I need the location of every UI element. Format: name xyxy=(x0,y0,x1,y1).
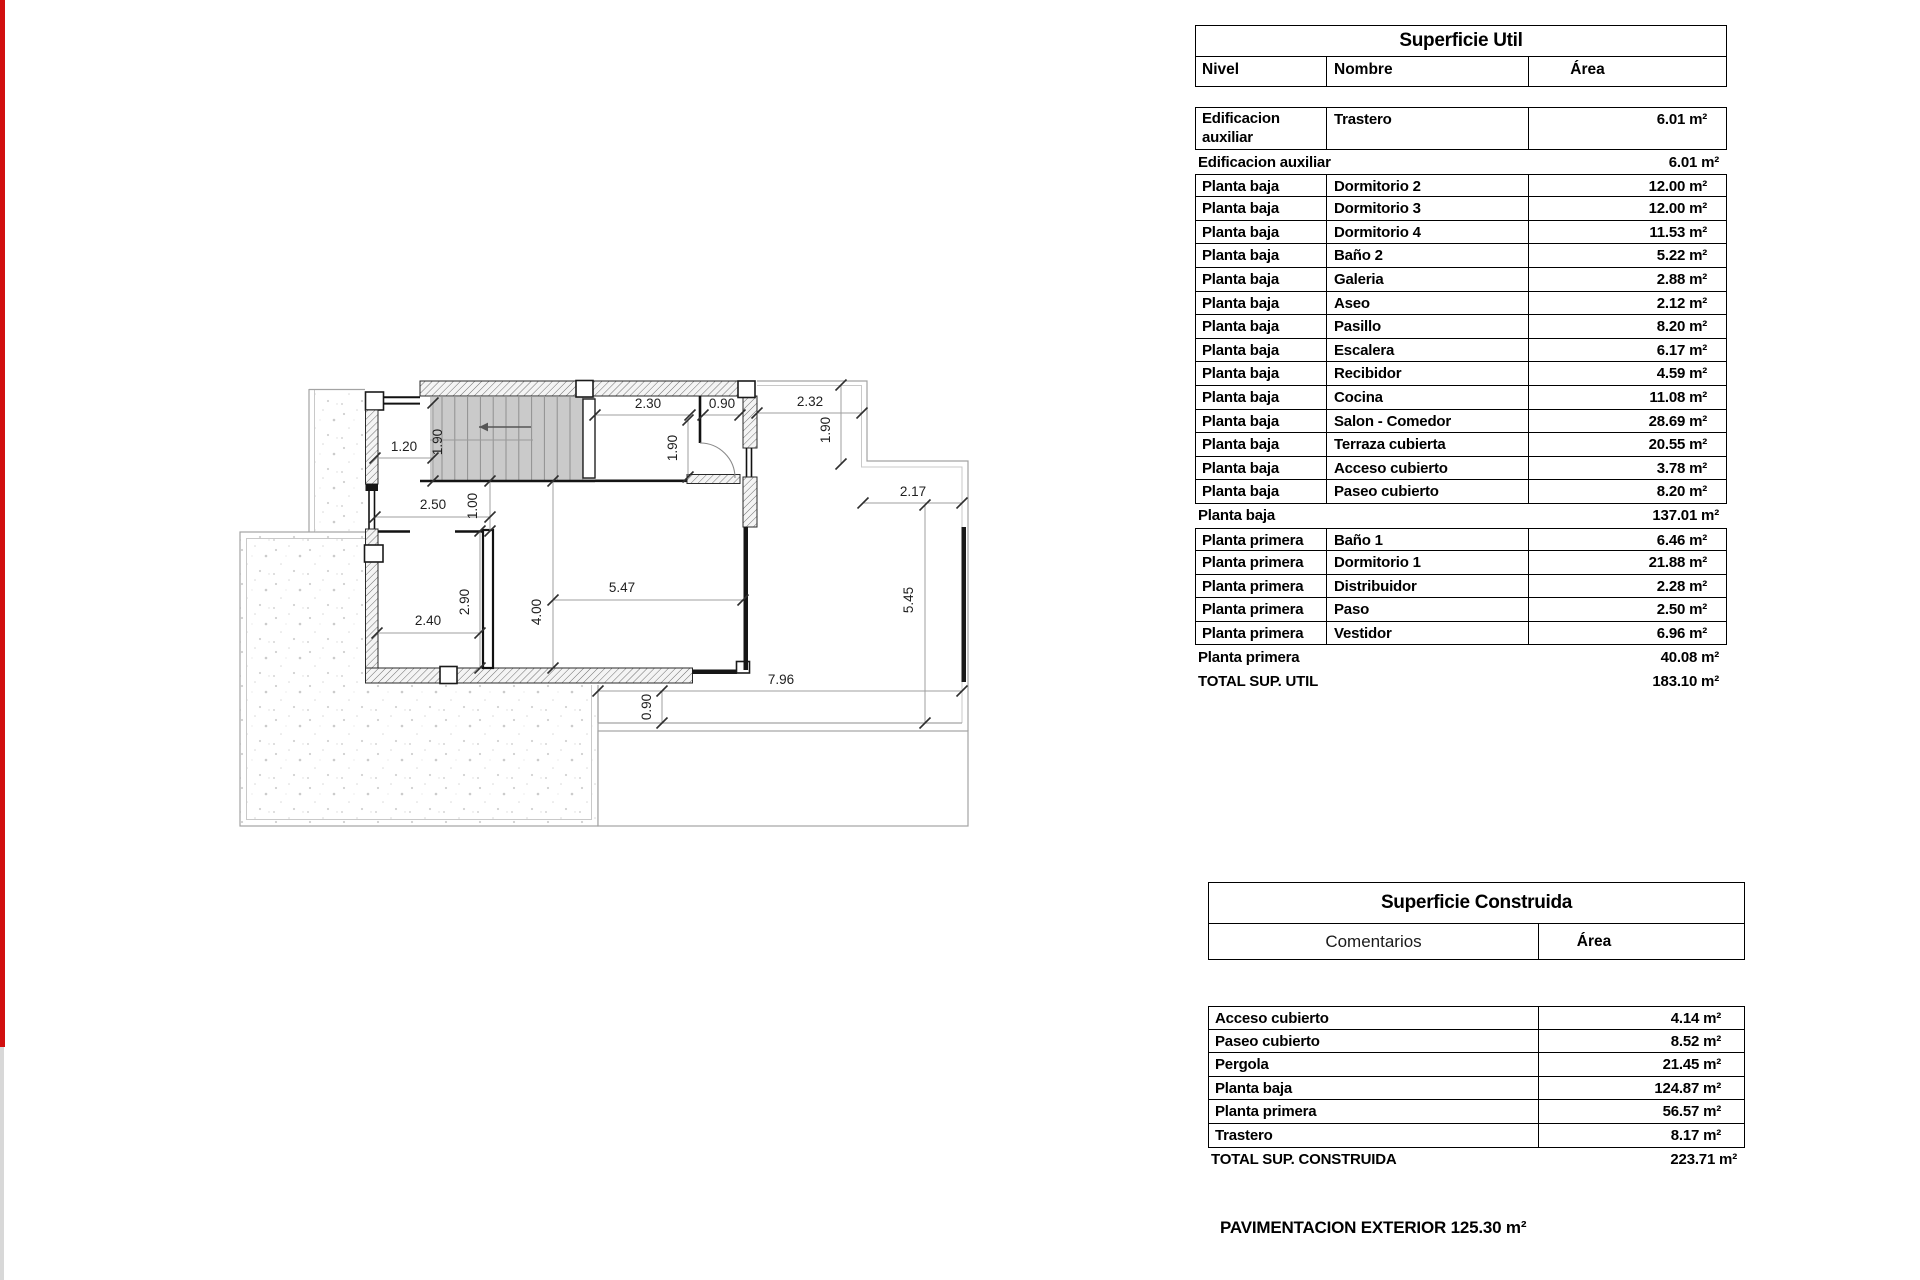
cell-nombre: Planta baja xyxy=(1215,1079,1292,1097)
cell-area: 12.00 m² xyxy=(1528,175,1726,197)
table-row xyxy=(1195,268,1727,292)
column-header-area: Área xyxy=(1538,924,1744,959)
cell-nivel: Planta primera xyxy=(1202,624,1304,642)
table-row xyxy=(1195,221,1727,245)
pillar xyxy=(440,667,457,684)
table-row xyxy=(1195,292,1727,316)
cell-area: 8.20 m² xyxy=(1528,315,1726,338)
cell-nivel: Planta primera xyxy=(1202,531,1304,549)
cell-area: 56.57 m² xyxy=(1538,1100,1744,1123)
table-row xyxy=(1195,362,1727,386)
cell-area: 8.52 m² xyxy=(1538,1030,1744,1053)
table-row xyxy=(1195,433,1727,457)
table-row xyxy=(1195,622,1727,646)
stair-rail-wall xyxy=(583,399,595,478)
summary-area: 40.08 m² xyxy=(1660,648,1719,666)
table-row xyxy=(1195,669,1727,693)
table-row xyxy=(1195,528,1727,552)
summary-area: 6.01 m² xyxy=(1668,153,1719,171)
cell-area: 28.69 m² xyxy=(1528,410,1726,433)
total-area: 183.10 m² xyxy=(1652,672,1719,690)
cell-nivel: Planta baja xyxy=(1202,412,1279,430)
dimension-label: 5.47 xyxy=(608,580,636,595)
cell-nombre: Recibidor xyxy=(1326,362,1528,385)
column-header-area: Área xyxy=(1528,57,1726,86)
table-row xyxy=(1195,457,1727,481)
superficie-construida-table xyxy=(1208,882,1745,960)
column-header-nombre: Nombre xyxy=(1326,57,1528,86)
cell-nivel: Planta baja xyxy=(1202,247,1279,265)
cell-nivel: Planta baja xyxy=(1202,200,1279,218)
superficie-util-table xyxy=(1195,25,1727,87)
dimension-label: 2.17 xyxy=(899,484,927,499)
dimension-label: 0.90 xyxy=(639,693,654,721)
cell-nombre: Dormitorio 4 xyxy=(1326,221,1528,244)
table-row xyxy=(1195,575,1727,599)
cell-area: 11.53 m² xyxy=(1528,221,1726,244)
cell-nombre: Baño 2 xyxy=(1326,244,1528,267)
cell-nivel: Planta baja xyxy=(1202,318,1279,336)
table-row xyxy=(1195,244,1727,268)
pillar xyxy=(366,392,384,410)
summary-label: Edificacion auxiliar xyxy=(1198,153,1331,171)
cell-nombre: Dormitorio 2 xyxy=(1326,175,1528,197)
cell-area: 6.96 m² xyxy=(1528,622,1726,645)
cell-nivel: Planta primera xyxy=(1202,554,1304,572)
cell-area: 21.45 m² xyxy=(1538,1053,1744,1076)
page-edge-red-bar xyxy=(0,0,5,1047)
cell-nombre: Aseo xyxy=(1326,292,1528,315)
table-row xyxy=(1208,1124,1745,1148)
cell-nombre: Dormitorio 3 xyxy=(1326,197,1528,220)
dimension-label: 5.45 xyxy=(901,586,916,614)
cell-area: 20.55 m² xyxy=(1528,433,1726,456)
cell-area: 3.78 m² xyxy=(1528,457,1726,480)
cell-nivel: Edificacion auxiliar xyxy=(1202,110,1280,146)
cell-nombre: Vestidor xyxy=(1326,622,1528,645)
cell-nivel: Planta primera xyxy=(1202,601,1304,619)
exterior-paving-note: PAVIMENTACION EXTERIOR 125.30 m² xyxy=(1220,1218,1527,1237)
table-row xyxy=(1195,339,1727,363)
cell-nombre: Trastero xyxy=(1326,108,1528,149)
table-row xyxy=(1195,551,1727,575)
cell-nombre: Escalera xyxy=(1326,339,1528,362)
cell-area: 2.28 m² xyxy=(1528,575,1726,598)
cell-nombre: Terraza cubierta xyxy=(1326,433,1528,456)
table-row xyxy=(1195,315,1727,339)
dimension-label: 0.90 xyxy=(708,396,736,411)
cell-area: 4.59 m² xyxy=(1528,362,1726,385)
dimension-label: 1.90 xyxy=(818,416,833,444)
table-row xyxy=(1195,386,1727,410)
cell-nombre: Acceso cubierto xyxy=(1326,457,1528,480)
dimension-label: 7.96 xyxy=(767,672,795,687)
cell-area: 2.12 m² xyxy=(1528,292,1726,315)
total-label: TOTAL SUP. UTIL xyxy=(1198,672,1319,690)
dimension-label: 2.30 xyxy=(634,396,662,411)
interior-partition xyxy=(483,530,493,668)
cell-area: 2.88 m² xyxy=(1528,268,1726,291)
total-area: 223.71 m² xyxy=(1670,1151,1737,1169)
bottom-wall xyxy=(366,668,693,683)
pillar xyxy=(365,545,384,562)
cell-nombre: Planta primera xyxy=(1215,1103,1317,1121)
cell-area: 2.50 m² xyxy=(1528,598,1726,621)
table-row xyxy=(1195,598,1727,622)
cell-area: 6.01 m² xyxy=(1528,108,1726,149)
cell-area: 4.14 m² xyxy=(1538,1007,1744,1029)
pillar xyxy=(576,381,593,398)
superficie-util-rows xyxy=(1195,107,1727,693)
floor-plan-drawing xyxy=(230,370,980,835)
terrace-edge-beam xyxy=(962,527,967,682)
cell-nivel: Planta baja xyxy=(1202,223,1279,241)
cell-nombre: Galeria xyxy=(1326,268,1528,291)
cell-area: 5.22 m² xyxy=(1528,244,1726,267)
cell-nivel: Planta primera xyxy=(1202,577,1304,595)
cell-nombre: Dormitorio 1 xyxy=(1326,551,1528,574)
cell-nivel: Planta baja xyxy=(1202,459,1279,477)
table-row xyxy=(1208,1148,1745,1172)
right-wall xyxy=(743,396,757,448)
left-wall xyxy=(366,410,379,484)
cell-area: 11.08 m² xyxy=(1528,386,1726,409)
column-header-comentarios: Comentarios xyxy=(1325,931,1422,951)
superficie-util-title: Superficie Util xyxy=(1399,30,1523,51)
cell-nivel: Planta baja xyxy=(1202,177,1279,195)
table-row xyxy=(1208,1100,1745,1124)
dimension-label: 2.50 xyxy=(419,497,447,512)
cell-nivel: Planta baja xyxy=(1202,365,1279,383)
cell-nombre: Acceso cubierto xyxy=(1215,1010,1329,1027)
exterior-paving-area xyxy=(598,731,968,826)
cell-nombre: Paso xyxy=(1326,598,1528,621)
summary-label: Planta primera xyxy=(1198,648,1300,666)
dimension-label: 2.32 xyxy=(796,394,824,409)
dimension-label: 4.00 xyxy=(529,598,544,626)
cell-nombre: Distribuidor xyxy=(1326,575,1528,598)
summary-area: 137.01 m² xyxy=(1652,507,1719,525)
dimension-label: 1.20 xyxy=(390,439,418,454)
cell-area: 6.46 m² xyxy=(1528,529,1726,551)
cell-nivel: Planta baja xyxy=(1202,294,1279,312)
table-row xyxy=(1195,410,1727,434)
table-row xyxy=(1195,197,1727,221)
pillar xyxy=(738,381,755,398)
table-row xyxy=(1195,107,1727,150)
table-row xyxy=(1195,645,1727,669)
cell-nombre: Cocina xyxy=(1326,386,1528,409)
cell-area: 21.88 m² xyxy=(1528,551,1726,574)
cell-nivel: Planta baja xyxy=(1202,483,1279,501)
cell-area: 8.20 m² xyxy=(1528,480,1726,503)
superficie-construida-title: Superficie Construida xyxy=(1380,892,1573,913)
summary-label: Planta baja xyxy=(1198,507,1275,525)
cell-nivel: Planta baja xyxy=(1202,270,1279,288)
cell-area: 8.17 m² xyxy=(1538,1124,1744,1147)
cell-area: 12.00 m² xyxy=(1528,197,1726,220)
dimension-label: 1.00 xyxy=(465,492,480,520)
table-row xyxy=(1195,174,1727,198)
table-row xyxy=(1208,1030,1745,1054)
cell-nombre: Paseo cubierto xyxy=(1326,480,1528,503)
cell-nombre: Trastero xyxy=(1215,1126,1273,1144)
dimension-label: 2.40 xyxy=(414,613,442,628)
column-header-nivel: Nivel xyxy=(1202,61,1240,78)
table-row xyxy=(1208,1053,1745,1077)
total-label: TOTAL SUP. CONSTRUIDA xyxy=(1211,1151,1397,1169)
cell-nombre: Baño 1 xyxy=(1326,529,1528,551)
cell-nivel: Planta baja xyxy=(1202,388,1279,406)
cell-nombre: Paseo cubierto xyxy=(1215,1032,1320,1050)
cell-nivel: Planta baja xyxy=(1202,341,1279,359)
cell-nivel: Planta baja xyxy=(1202,436,1279,454)
dimension-label: 1.90 xyxy=(430,428,445,456)
cell-area: 6.17 m² xyxy=(1528,339,1726,362)
dimension-label: 1.90 xyxy=(665,434,680,462)
cell-nombre: Pasillo xyxy=(1326,315,1528,338)
table-row xyxy=(1195,480,1727,504)
cell-nombre: Pergola xyxy=(1215,1056,1269,1074)
cell-area: 124.87 m² xyxy=(1538,1077,1744,1100)
superficie-construida-rows xyxy=(1208,1006,1745,1171)
table-row xyxy=(1195,150,1727,174)
table-row xyxy=(1208,1077,1745,1101)
cell-nombre: Salon - Comedor xyxy=(1326,410,1528,433)
page-edge-gray-bar xyxy=(0,1047,4,1280)
dimension-label: 2.90 xyxy=(457,588,472,616)
table-row xyxy=(1208,1006,1745,1030)
table-row xyxy=(1195,504,1727,528)
door-sill xyxy=(687,475,740,484)
